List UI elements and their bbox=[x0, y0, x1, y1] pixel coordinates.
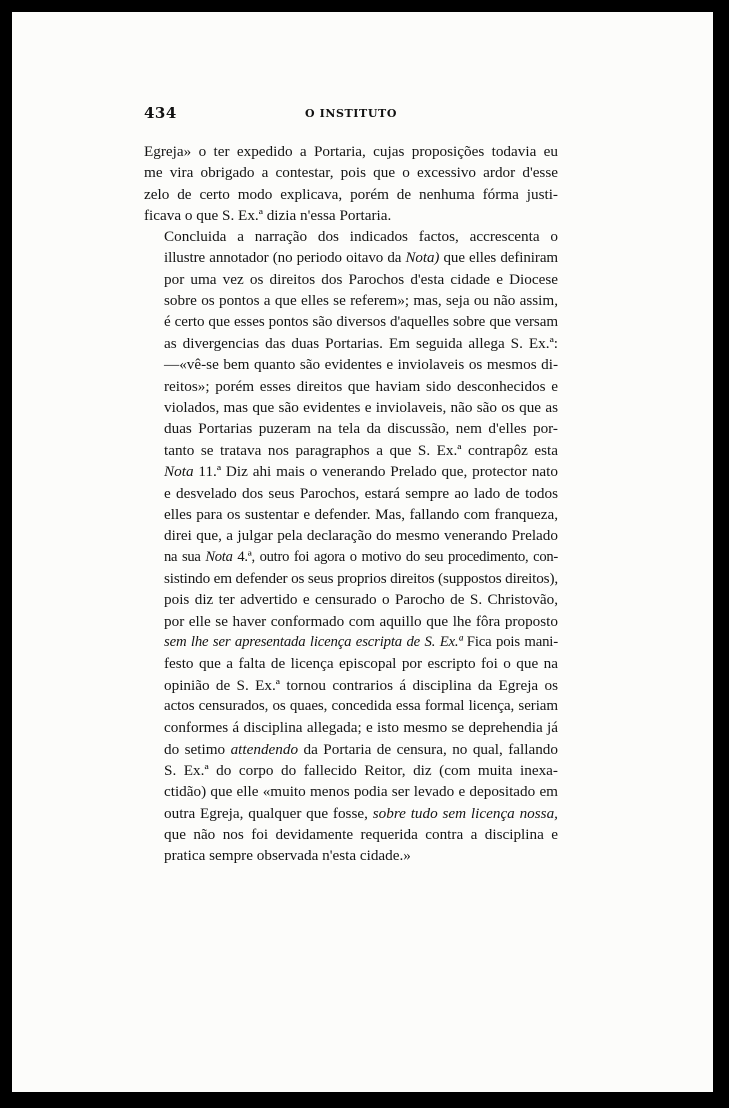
text-line bbox=[144, 547, 558, 568]
text-line bbox=[144, 845, 558, 866]
paragraph bbox=[144, 141, 558, 226]
text-segment: opinião de S. Ex.ª tornou contrarios á disciplina da Egreja os bbox=[164, 676, 558, 694]
text-line bbox=[144, 418, 558, 439]
body-text bbox=[144, 141, 558, 867]
text-line bbox=[144, 397, 558, 418]
text-segment: por uma vez os direitos dos Parochos d'esta cidade e Diocese bbox=[164, 271, 558, 289]
text-segment: me vira obrigado a contestar, pois que o excessivo ardor d'esse bbox=[144, 164, 558, 182]
text-line bbox=[144, 675, 558, 696]
text-segment: Fica pois mani- bbox=[462, 633, 558, 650]
text-segment: Egreja» o ter expedido a Portaria, cujas proposições todavia eu bbox=[144, 143, 558, 160]
italic-text: sobre tudo sem licença nossa, bbox=[372, 804, 558, 822]
italic-text: Nota bbox=[205, 548, 233, 565]
text-line bbox=[144, 739, 558, 760]
text-segment: tanto se tratava nos paragraphos a que S. Ex.ª contrapôz esta bbox=[164, 441, 558, 459]
text-line bbox=[144, 504, 558, 525]
text-line bbox=[144, 760, 558, 781]
italic-text: Nota bbox=[164, 463, 194, 481]
text-segment: festo que a falta de licença episcopal por escripto foi o que na bbox=[164, 655, 558, 673]
text-line bbox=[144, 717, 558, 738]
text-segment: S. Ex.ª do corpo do fallecido Reitor, diz (com muita inexa- bbox=[164, 761, 558, 779]
text-line bbox=[144, 162, 558, 183]
text-segment: na sua bbox=[164, 548, 206, 565]
italic-text: attendendo bbox=[230, 740, 299, 758]
text-segment: 4.ª, outro foi agora o motivo do seu procedimento, con- bbox=[232, 548, 558, 565]
text-line bbox=[144, 333, 558, 354]
text-segment: 11.ª Diz ahi mais o venerando Prelado que, protector nato bbox=[193, 463, 558, 481]
text-segment: elles para os sustentar e defender. Mas, fallando com franqueza, bbox=[164, 505, 558, 523]
text-segment: ficava o que S. Ex.ª dizia n'essa Portaria. bbox=[144, 207, 392, 225]
text-segment: as divergencias das duas Portarias. Em seguida allega S. Ex.ª: bbox=[164, 335, 558, 353]
text-segment: conformes á disciplina allegada; e isto mesmo se deprehendia já bbox=[164, 719, 558, 737]
running-title: O INSTITUTO bbox=[304, 107, 398, 120]
text-segment: actos censurados, os quaes, concedida essa formal licença, seriam bbox=[164, 697, 558, 714]
text-segment: Concluida a narração dos indicados factos, accrescenta o bbox=[164, 228, 558, 246]
text-line bbox=[144, 696, 558, 717]
text-segment: por elle se haver conformado com aquillo que lhe fôra proposto bbox=[164, 612, 558, 630]
page-header bbox=[144, 104, 558, 128]
text-segment: illustre annotador (no periodo oitavo da bbox=[164, 249, 406, 266]
text-segment: —«vê-se bem quanto são evidentes e inviolaveis os mesmos di- bbox=[164, 356, 558, 374]
text-line bbox=[144, 653, 558, 674]
text-segment: violados, mas que são evidentes e inviolaveis, não são os que as bbox=[164, 399, 558, 417]
text-segment: e desvelado dos seus Parochos, estará sempre ao lado de todos bbox=[164, 484, 558, 502]
text-line bbox=[144, 354, 558, 375]
text-segment: pois diz ter advertido e censurado o Parocho de S. Christovão, bbox=[164, 591, 558, 609]
text-line bbox=[144, 525, 558, 546]
text-line bbox=[144, 483, 558, 504]
text-line bbox=[144, 290, 558, 311]
text-line bbox=[144, 226, 558, 247]
text-segment: pratica sempre observada n'esta cidade.» bbox=[164, 847, 411, 865]
text-segment: que elles definiram bbox=[439, 249, 558, 266]
text-line bbox=[144, 141, 558, 162]
paragraph bbox=[144, 226, 558, 866]
text-line bbox=[144, 205, 558, 226]
text-segment: zelo de certo modo explicava, porém de nenhuma fórma justi- bbox=[144, 185, 558, 203]
text-line bbox=[144, 781, 558, 802]
text-segment: direi que, a julgar pela declaração do mesmo venerando Prelado bbox=[164, 527, 558, 545]
page-number: 434 bbox=[144, 104, 177, 122]
text-line bbox=[144, 803, 558, 824]
text-segment: sistindo em defender os seus proprios direitos (suppostos direitos), bbox=[164, 569, 558, 587]
text-line bbox=[144, 568, 558, 589]
italic-text: sem lhe ser apresentada licença escripta de S. Ex.ª bbox=[164, 633, 463, 650]
text-line bbox=[144, 611, 558, 632]
text-segment: duas Portarias puzeram na tela da discussão, nem d'elles por- bbox=[164, 420, 558, 438]
text-segment: outra Egreja, qualquer que fosse, bbox=[164, 804, 373, 822]
text-segment: reitos»; porém esses direitos que haviam sido desconhecidos e bbox=[164, 377, 558, 395]
text-line bbox=[144, 312, 558, 333]
text-line bbox=[144, 632, 558, 653]
text-segment: sobre os pontos a que elles se referem»; mas, seja ou não assim, bbox=[164, 292, 558, 310]
text-line bbox=[144, 824, 558, 845]
text-line bbox=[144, 376, 558, 397]
text-line bbox=[144, 440, 558, 461]
text-line bbox=[144, 589, 558, 610]
italic-text: Nota) bbox=[405, 249, 440, 266]
text-line bbox=[144, 269, 558, 290]
text-line bbox=[144, 461, 558, 482]
text-segment: da Portaria de censura, no qual, fallando bbox=[298, 740, 558, 758]
text-line bbox=[144, 184, 558, 205]
text-line bbox=[144, 248, 558, 269]
text-segment: ctidão) que elle «muito menos podia ser levado e depositado em bbox=[164, 783, 558, 801]
text-segment: que não nos foi devidamente requerida contra a disciplina e bbox=[164, 826, 558, 843]
book-page bbox=[12, 12, 713, 1092]
text-segment: é certo que esses pontos são diversos d'aquelles sobre que versam bbox=[164, 313, 558, 330]
text-segment: do setimo bbox=[164, 740, 231, 758]
